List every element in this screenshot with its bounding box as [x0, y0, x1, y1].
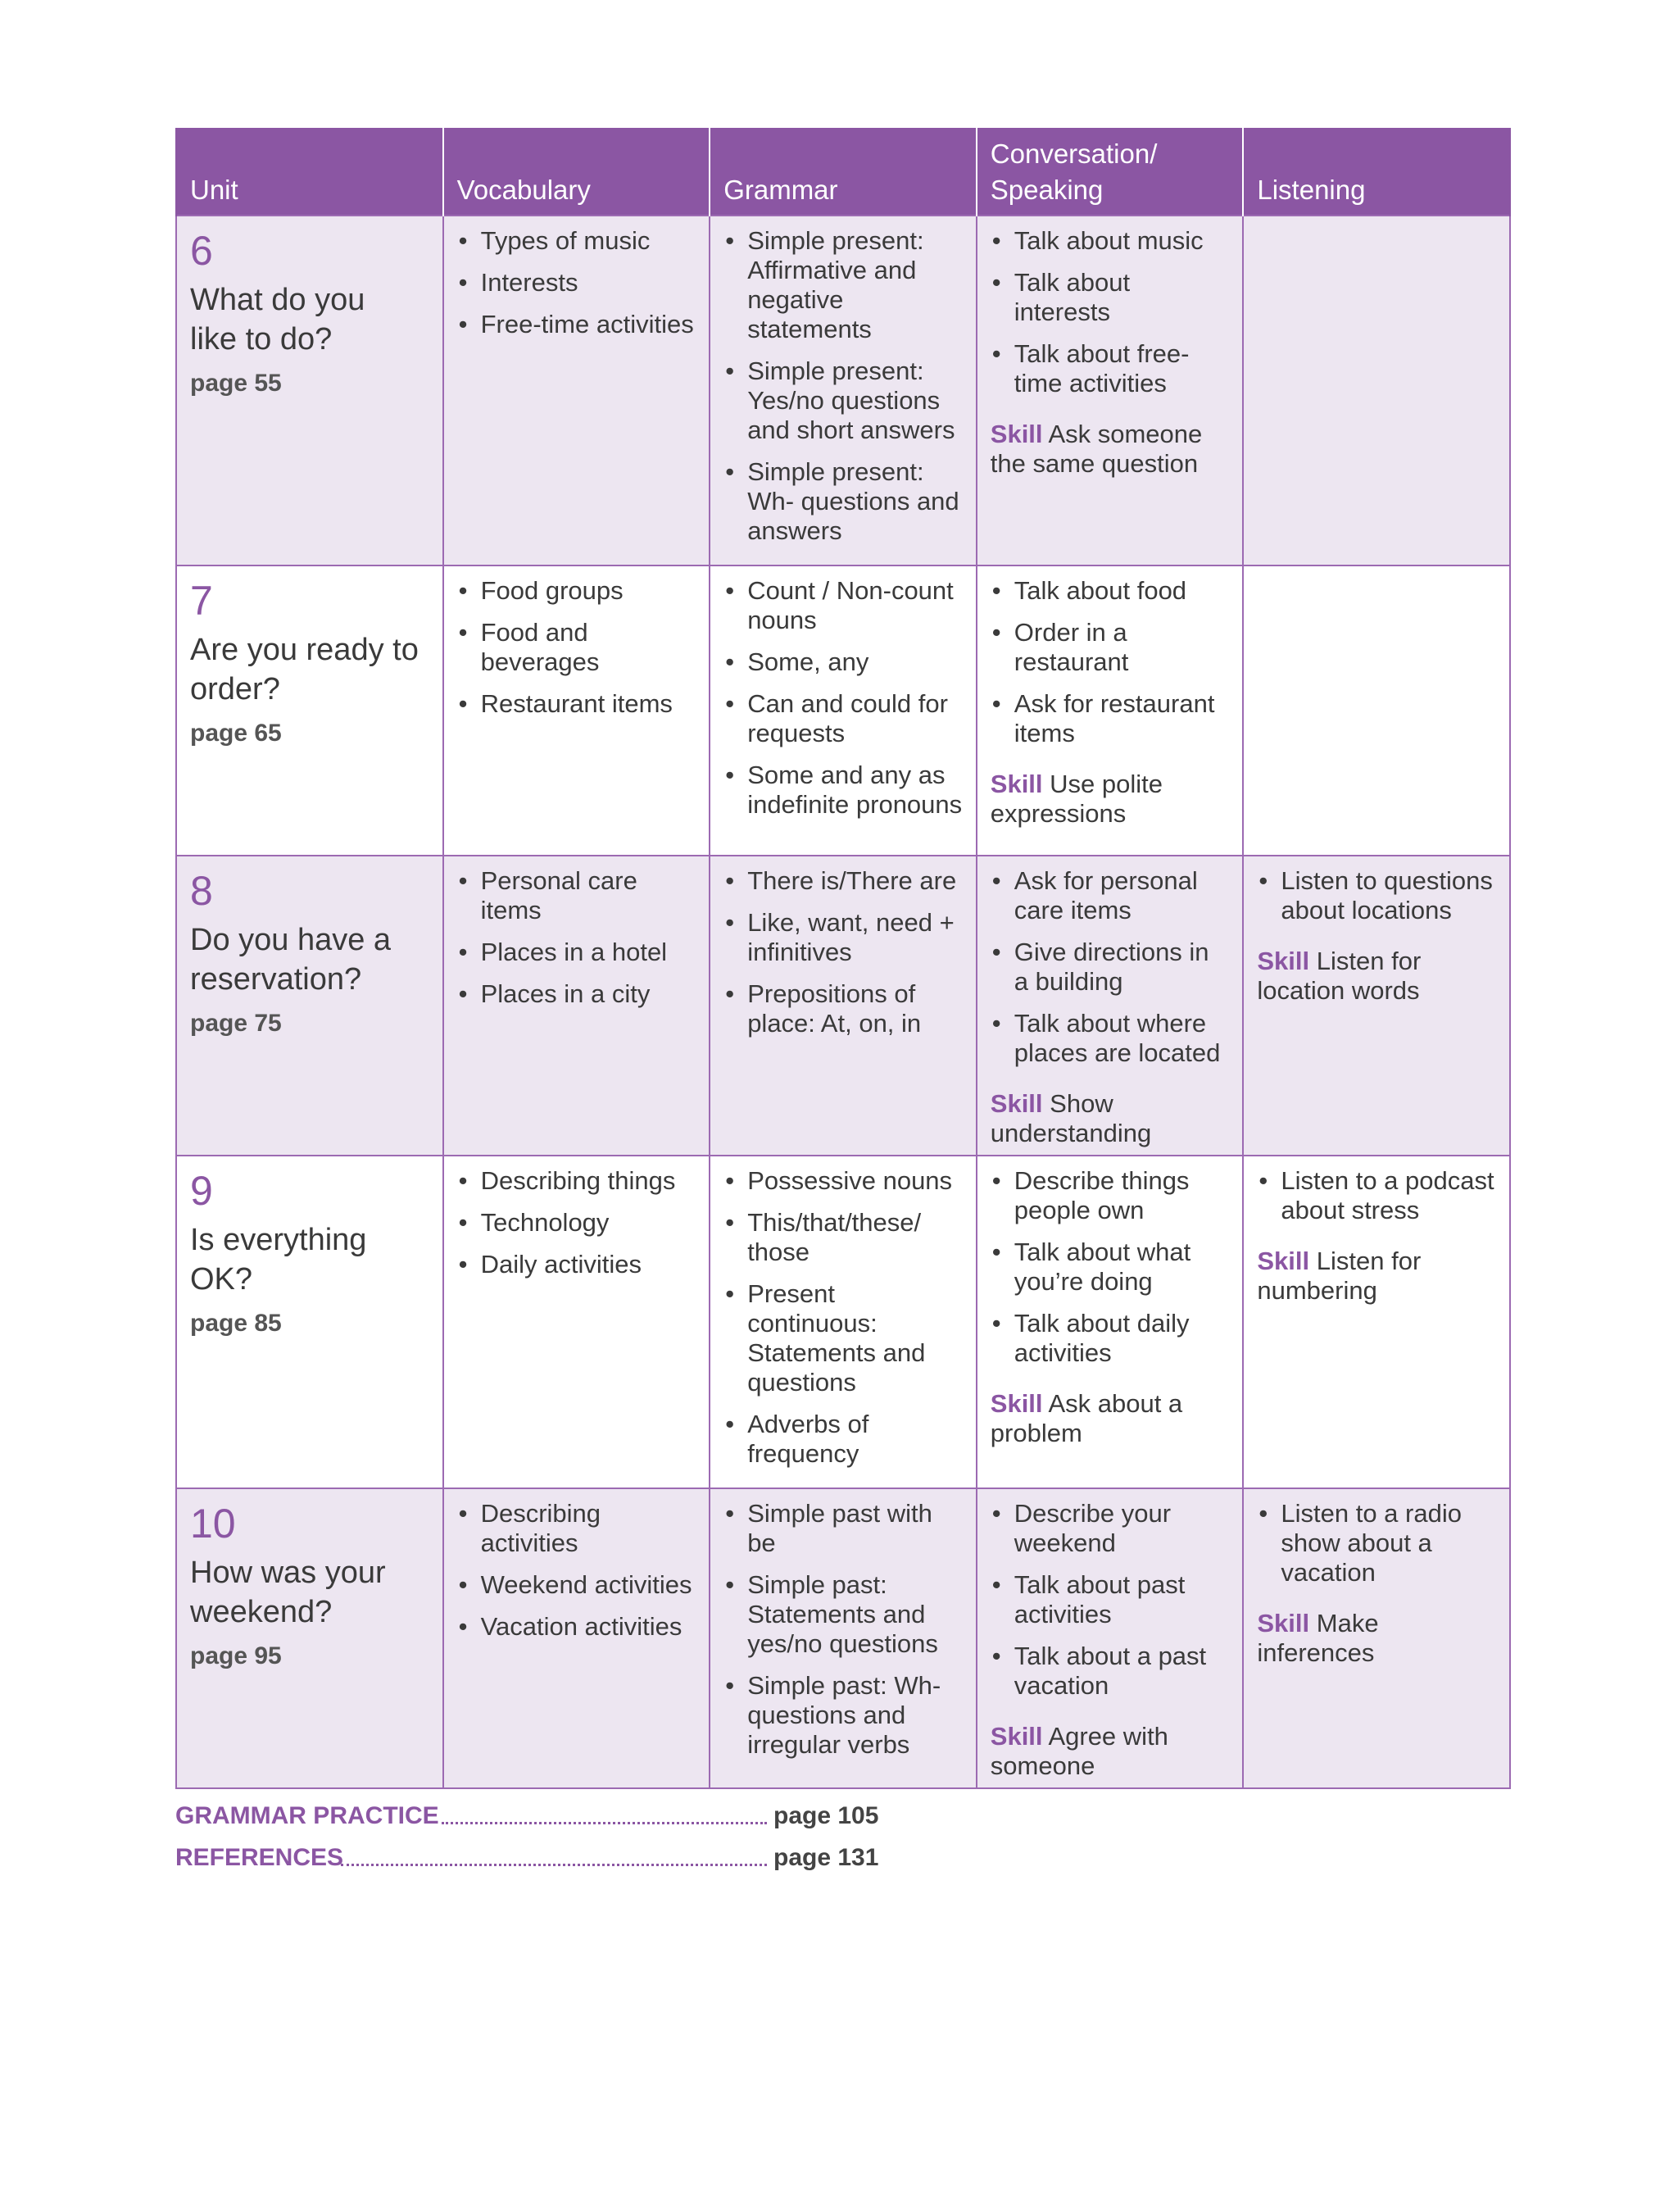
vocabulary-item: • Personal care items [457, 866, 696, 925]
grammar-item: • This/that/these/ those [723, 1208, 963, 1267]
vocabulary-item: • Weekend activities [457, 1570, 696, 1600]
skill-text: Show understanding [990, 1089, 1152, 1147]
grammar-cell [710, 216, 977, 565]
conversation-cell [977, 216, 1244, 565]
conversation-cell [977, 565, 1244, 856]
skill-text: Listen for numbering [1257, 1247, 1422, 1305]
skill-note [991, 770, 1230, 829]
grammar-item: • Some and any as indefinite pronouns [723, 761, 963, 820]
conversation-item-list [991, 866, 1230, 1068]
skill-text: Ask about a problem [990, 1389, 1183, 1447]
grammar-cell [710, 565, 977, 856]
grammar-item: • Simple present: Affirmative and negative statements [723, 226, 963, 344]
conversation-item: • Describe things people own [991, 1166, 1230, 1225]
grammar-item: • Present continuous: Statements and questions [723, 1279, 963, 1397]
conversation-item-list [991, 576, 1230, 748]
vocabulary-cell [443, 565, 710, 856]
unit-cell [176, 856, 443, 1156]
conversation-item: • Order in a restaurant [991, 618, 1230, 677]
scope-and-sequence-table [175, 128, 1511, 1789]
unit-page-ref: page 95 [190, 1642, 282, 1669]
table-row [176, 565, 1510, 856]
grammar-item: • Simple past with be [723, 1499, 963, 1558]
skill-note [991, 1389, 1230, 1448]
vocabulary-item: • Places in a hotel [457, 938, 696, 967]
footer-grammar-practice-label: GRAMMAR PRACTICE [175, 1802, 439, 1829]
unit-page-ref: page 85 [190, 1310, 282, 1337]
skill-note [1257, 947, 1496, 1006]
vocabulary-item: • Restaurant items [457, 689, 696, 719]
unit-number: 10 [190, 1501, 236, 1547]
conversation-item-list [991, 1166, 1230, 1368]
skill-label: Skill [990, 420, 1043, 448]
skill-label: Skill [990, 770, 1043, 798]
conversation-item: • Talk about what you’re doing [991, 1238, 1230, 1297]
skill-note [991, 420, 1230, 479]
vocabulary-item: • Vacation activities [457, 1612, 696, 1642]
skill-note [1257, 1247, 1496, 1306]
conversation-item: • Talk about daily activities [991, 1309, 1230, 1368]
conversation-item: • Talk about food [991, 576, 1230, 606]
skill-label: Skill [1257, 1247, 1310, 1275]
vocabulary-item: • Describing things [457, 1166, 696, 1196]
grammar-cell [710, 1156, 977, 1488]
unit-title: Are you ready to order? [190, 633, 419, 706]
grammar-cell [710, 856, 977, 1156]
unit-page-ref: page 75 [190, 1010, 282, 1037]
skill-text: Make inferences [1257, 1609, 1379, 1667]
table-row [176, 1488, 1510, 1788]
unit-title: What do you like to do? [190, 283, 365, 357]
grammar-item: • Prepositions of place: At, on, in [723, 979, 963, 1038]
listening-item-list [1257, 866, 1496, 925]
footer-references[interactable] [175, 1843, 879, 1873]
header-grammar: Grammar [710, 128, 977, 216]
unit-number: 9 [190, 1168, 213, 1214]
unit-number: 8 [190, 868, 213, 914]
vocabulary-item: • Food groups [457, 576, 696, 606]
conversation-item-list [991, 1499, 1230, 1701]
unit-page-ref: page 55 [190, 370, 282, 397]
grammar-item: • Simple past: Statements and yes/no questions [723, 1570, 963, 1659]
grammar-item-list [723, 1166, 963, 1469]
listening-cell [1243, 1488, 1510, 1788]
conversation-item: • Talk about music [991, 226, 1230, 256]
conversation-item: • Talk about free-time activities [991, 339, 1230, 398]
vocabulary-item: • Types of music [457, 226, 696, 256]
unit-page-ref: page 65 [190, 720, 282, 747]
footer-grammar-practice[interactable] [175, 1801, 879, 1831]
skill-note [991, 1722, 1230, 1781]
vocabulary-item: • Interests [457, 268, 696, 298]
conversation-item: • Talk about interests [991, 268, 1230, 327]
vocabulary-item-list [457, 1166, 696, 1279]
unit-number: 7 [190, 578, 213, 624]
skill-label: Skill [990, 1722, 1043, 1751]
unit-cell [176, 1156, 443, 1488]
grammar-item: • There is/There are [723, 866, 963, 896]
grammar-item-list [723, 866, 963, 1038]
vocabulary-item-list [457, 226, 696, 339]
vocabulary-item-list [457, 576, 696, 719]
conversation-cell [977, 1488, 1244, 1788]
footer-references-page: page 131 [773, 1844, 879, 1871]
listening-item: • Listen to a podcast about stress [1257, 1166, 1496, 1225]
vocabulary-item: • Free-time activities [457, 310, 696, 339]
skill-text: Use polite expressions [990, 770, 1163, 828]
vocabulary-item-list [457, 1499, 696, 1642]
skill-label: Skill [990, 1389, 1043, 1418]
vocabulary-item: • Technology [457, 1208, 696, 1238]
grammar-item: • Simple present: Wh- questions and answers [723, 457, 963, 546]
header-vocabulary: Vocabulary [443, 128, 710, 216]
header-conversation-line2: Speaking [990, 175, 1104, 205]
footer-leader-dots [442, 1822, 767, 1824]
conversation-item: • Describe your weekend [991, 1499, 1230, 1558]
grammar-item-list [723, 576, 963, 820]
unit-title: Do you have a reservation? [190, 923, 392, 997]
header-conversation [977, 128, 1244, 216]
table-row [176, 856, 1510, 1156]
unit-title: Is everything OK? [190, 1223, 367, 1297]
listening-item-list [1257, 1499, 1496, 1587]
grammar-item: • Some, any [723, 647, 963, 677]
grammar-item-list [723, 1499, 963, 1760]
conversation-cell [977, 856, 1244, 1156]
listening-item: • Listen to a radio show about a vacation [1257, 1499, 1496, 1587]
listening-item: • Listen to questions about locations [1257, 866, 1496, 925]
skill-text: Listen for location words [1257, 947, 1422, 1005]
table-header-row [176, 128, 1510, 216]
vocabulary-item: • Describing activities [457, 1499, 696, 1558]
unit-cell [176, 216, 443, 565]
vocabulary-item: • Places in a city [457, 979, 696, 1009]
footer-leader-dots [341, 1864, 767, 1866]
vocabulary-item: • Daily activities [457, 1250, 696, 1279]
vocabulary-cell [443, 1488, 710, 1788]
grammar-item: • Adverbs of frequency [723, 1410, 963, 1469]
skill-label: Skill [1257, 947, 1310, 975]
vocabulary-cell [443, 1156, 710, 1488]
grammar-item: • Like, want, need + infinitives [723, 908, 963, 967]
grammar-item: • Possessive nouns [723, 1166, 963, 1196]
header-unit: Unit [176, 128, 443, 216]
unit-cell [176, 1488, 443, 1788]
listening-cell [1243, 216, 1510, 565]
conversation-item: • Talk about a past vacation [991, 1642, 1230, 1701]
conversation-item: • Ask for restaurant items [991, 689, 1230, 748]
footer-grammar-practice-page: page 105 [773, 1802, 879, 1829]
grammar-item: • Can and could for requests [723, 689, 963, 748]
grammar-item: • Simple past: Wh- questions and irregular verbs [723, 1671, 963, 1760]
skill-label: Skill [990, 1089, 1043, 1118]
table-row [176, 1156, 1510, 1488]
table-row [176, 216, 1510, 565]
unit-cell [176, 565, 443, 856]
vocabulary-cell [443, 856, 710, 1156]
unit-number: 6 [190, 228, 213, 274]
conversation-item-list [991, 226, 1230, 398]
listening-cell [1243, 565, 1510, 856]
conversation-item: • Talk about where places are located [991, 1009, 1230, 1068]
skill-note [1257, 1609, 1496, 1668]
grammar-item-list [723, 226, 963, 546]
grammar-item: • Count / Non-count nouns [723, 576, 963, 635]
vocabulary-item: • Food and beverages [457, 618, 696, 677]
conversation-item: • Give directions in a building [991, 938, 1230, 997]
listening-cell [1243, 1156, 1510, 1488]
listening-item-list [1257, 1166, 1496, 1225]
skill-label: Skill [1257, 1609, 1310, 1637]
header-conversation-line1: Conversation/ [990, 139, 1158, 169]
skill-note [991, 1089, 1230, 1148]
skill-text: Ask someone the same question [990, 420, 1203, 478]
vocabulary-item-list [457, 866, 696, 1009]
footer-references-label: REFERENCES [175, 1844, 344, 1871]
unit-title: How was your weekend? [190, 1556, 386, 1629]
grammar-item: • Simple present: Yes/no questions and short answers [723, 357, 963, 445]
skill-text: Agree with someone [990, 1722, 1168, 1780]
conversation-item: • Talk about past activities [991, 1570, 1230, 1629]
listening-cell [1243, 856, 1510, 1156]
vocabulary-cell [443, 216, 710, 565]
conversation-cell [977, 1156, 1244, 1488]
header-listening: Listening [1243, 128, 1510, 216]
conversation-item: • Ask for personal care items [991, 866, 1230, 925]
grammar-cell [710, 1488, 977, 1788]
